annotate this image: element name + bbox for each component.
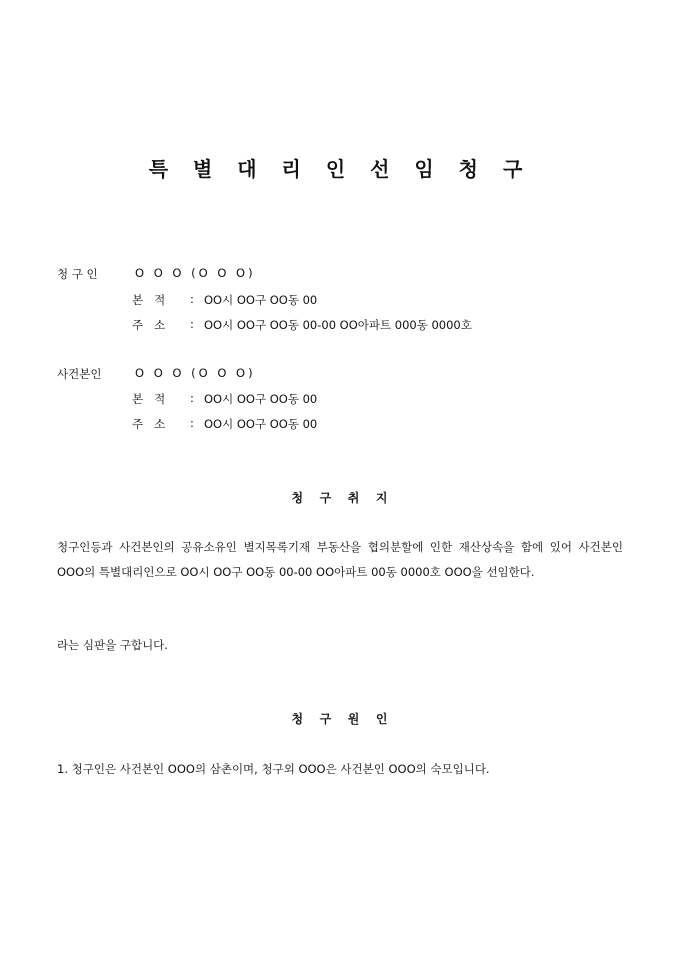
petitioner-domicile-label: 본 적 <box>132 293 166 307</box>
petitioner-address-colon: : <box>190 317 194 331</box>
petitioner-name: O O O (O O O) <box>135 266 256 280</box>
principal-domicile-colon: : <box>190 391 194 405</box>
principal-address-label: 주 소 <box>132 417 166 431</box>
petitioner-domicile-colon: : <box>190 292 194 306</box>
principal-domicile-label: 본 적 <box>132 392 166 406</box>
principal-name: O O O (O O O) <box>135 366 256 380</box>
cause-item-1: 1. 청구인은 사건본인 OOO의 삼촌이며, 청구외 OOO은 사건본인 OOO의 숙모입니다. <box>57 762 490 776</box>
principal-address-colon: : <box>190 416 194 430</box>
petitioner-label: 청 구 인 <box>57 267 98 281</box>
cause-heading: 청 구 원 인 <box>291 712 389 726</box>
purpose-closing: 라는 심판을 구합니다. <box>57 638 168 652</box>
purpose-heading: 청 구 취 지 <box>291 491 389 505</box>
petitioner-address-value: OO시 OO구 OO동 00-00 OO아파트 000동 0000호 <box>204 318 472 332</box>
petitioner-address-label: 주 소 <box>132 318 166 332</box>
principal-domicile-value: OO시 OO구 OO동 00 <box>204 392 318 406</box>
principal-address-value: OO시 OO구 OO동 00 <box>204 417 318 431</box>
purpose-body: 청구인등과 사건본인의 공유소유인 별지목록기재 부동산을 협의분할에 인한 재산상속을 함에 있어 사건본인 OOO의 특별대리인으로 OO시 OO구 OO동 00-00 OO아파트 00동 0000호 OOO을 선임한다. <box>57 540 623 579</box>
petitioner-domicile-value: OO시 OO구 OO동 00 <box>204 293 318 307</box>
document-title: 특 별 대 리 인 선 임 청 구 <box>148 157 532 181</box>
principal-label: 사건본인 <box>57 367 102 381</box>
